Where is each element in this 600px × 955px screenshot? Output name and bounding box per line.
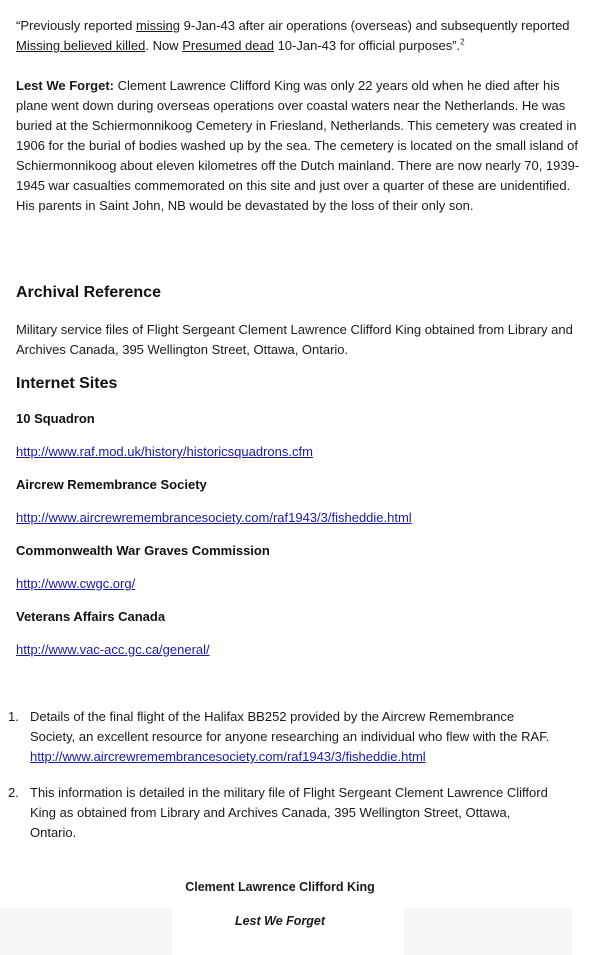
site-link[interactable]: http://www.cwgc.org/	[16, 576, 136, 591]
footnote-link[interactable]: http://www.aircrewremembrancesociety.com/raf1943/3/fisheddie.html	[30, 749, 426, 764]
internet-heading: Internet Sites	[16, 375, 118, 392]
site-link[interactable]: http://www.vac-acc.gc.ca/general/	[16, 642, 210, 657]
footnote-2	[0, 783, 560, 843]
site-name: Commonwealth War Graves Commission	[16, 543, 270, 558]
site-name: Aircrew Remembrance Society	[16, 477, 207, 492]
lest-we-forget-label: Lest We Forget:	[16, 78, 114, 93]
archival-text: Military service files of Flight Sergeant Clement Lawrence Clifford King obtained from Library and Archives Canada, 395 Wellington Street, Ottawa, Ontario.	[16, 322, 573, 357]
site-name: 10 Squadron	[16, 411, 95, 426]
quote-text: “Previously reported	[16, 18, 136, 33]
site-link[interactable]: http://www.raf.mod.uk/history/historicsquadrons.cfm	[16, 444, 313, 459]
quote-missing: missing	[135, 18, 181, 33]
quote-presumed-dead: Presumed dead	[182, 38, 274, 53]
footer-name: Clement Lawrence Clifford King	[185, 880, 375, 894]
quote-text: 10-Jan-43 for official purposes”.	[273, 38, 461, 53]
site-link[interactable]: http://www.aircrewremembrancesociety.com/raf1943/3/fisheddie.html	[16, 510, 412, 525]
footnote-1	[0, 707, 560, 767]
archival-heading: Archival Reference	[16, 284, 161, 301]
footer-motto: Lest We Forget	[234, 914, 326, 928]
quote-text: 9-Jan-43 after air operations (overseas) and subsequently reported	[180, 18, 570, 33]
footnote-number: 2.	[8, 785, 19, 800]
footnote-text: Details of the final flight of the Halifax BB252 provided by the Aircrew Remembrance Society, an excellent resource for anyone researching an individual who flew with the RAF.	[30, 709, 550, 744]
quote-text: . Now	[145, 38, 183, 53]
footnote-text: This information is detailed in the military file of Flight Sergeant Clement Lawrence Clifford King as obtained from Library and Archives Canada, 395 Wellington Street, Ottawa, Ontario.	[30, 785, 548, 840]
lest-we-forget-paragraph	[16, 76, 590, 216]
site-name: Veterans Affairs Canada	[16, 609, 166, 624]
quote-paragraph	[16, 16, 590, 56]
quote-missing-believed-killed: Missing believed killed	[16, 38, 146, 53]
footnote-ref-2: 2	[460, 37, 465, 47]
lest-we-forget-text: Clement Lawrence Clifford King was only 22 years old when he died after his plane went down during overseas operations over coastal waters near the Netherlands. He was buried at the Schiermonnikoog Cemetery in Friesland, Netherlands. This cemetery was created in 1906 for the burial of bodies washed up by the sea. The cemetery is located on the small island of Schiermonnikoog about eleven kilometres off the Dutch mainland. There are now nearly 70, 1939-1945 war casualties commemorated on this site and just over a quarter of these are unidentified. His parents in Saint John, NB would be devastated by the loss of their only son.	[16, 78, 580, 213]
footnote-number: 1.	[8, 709, 19, 724]
